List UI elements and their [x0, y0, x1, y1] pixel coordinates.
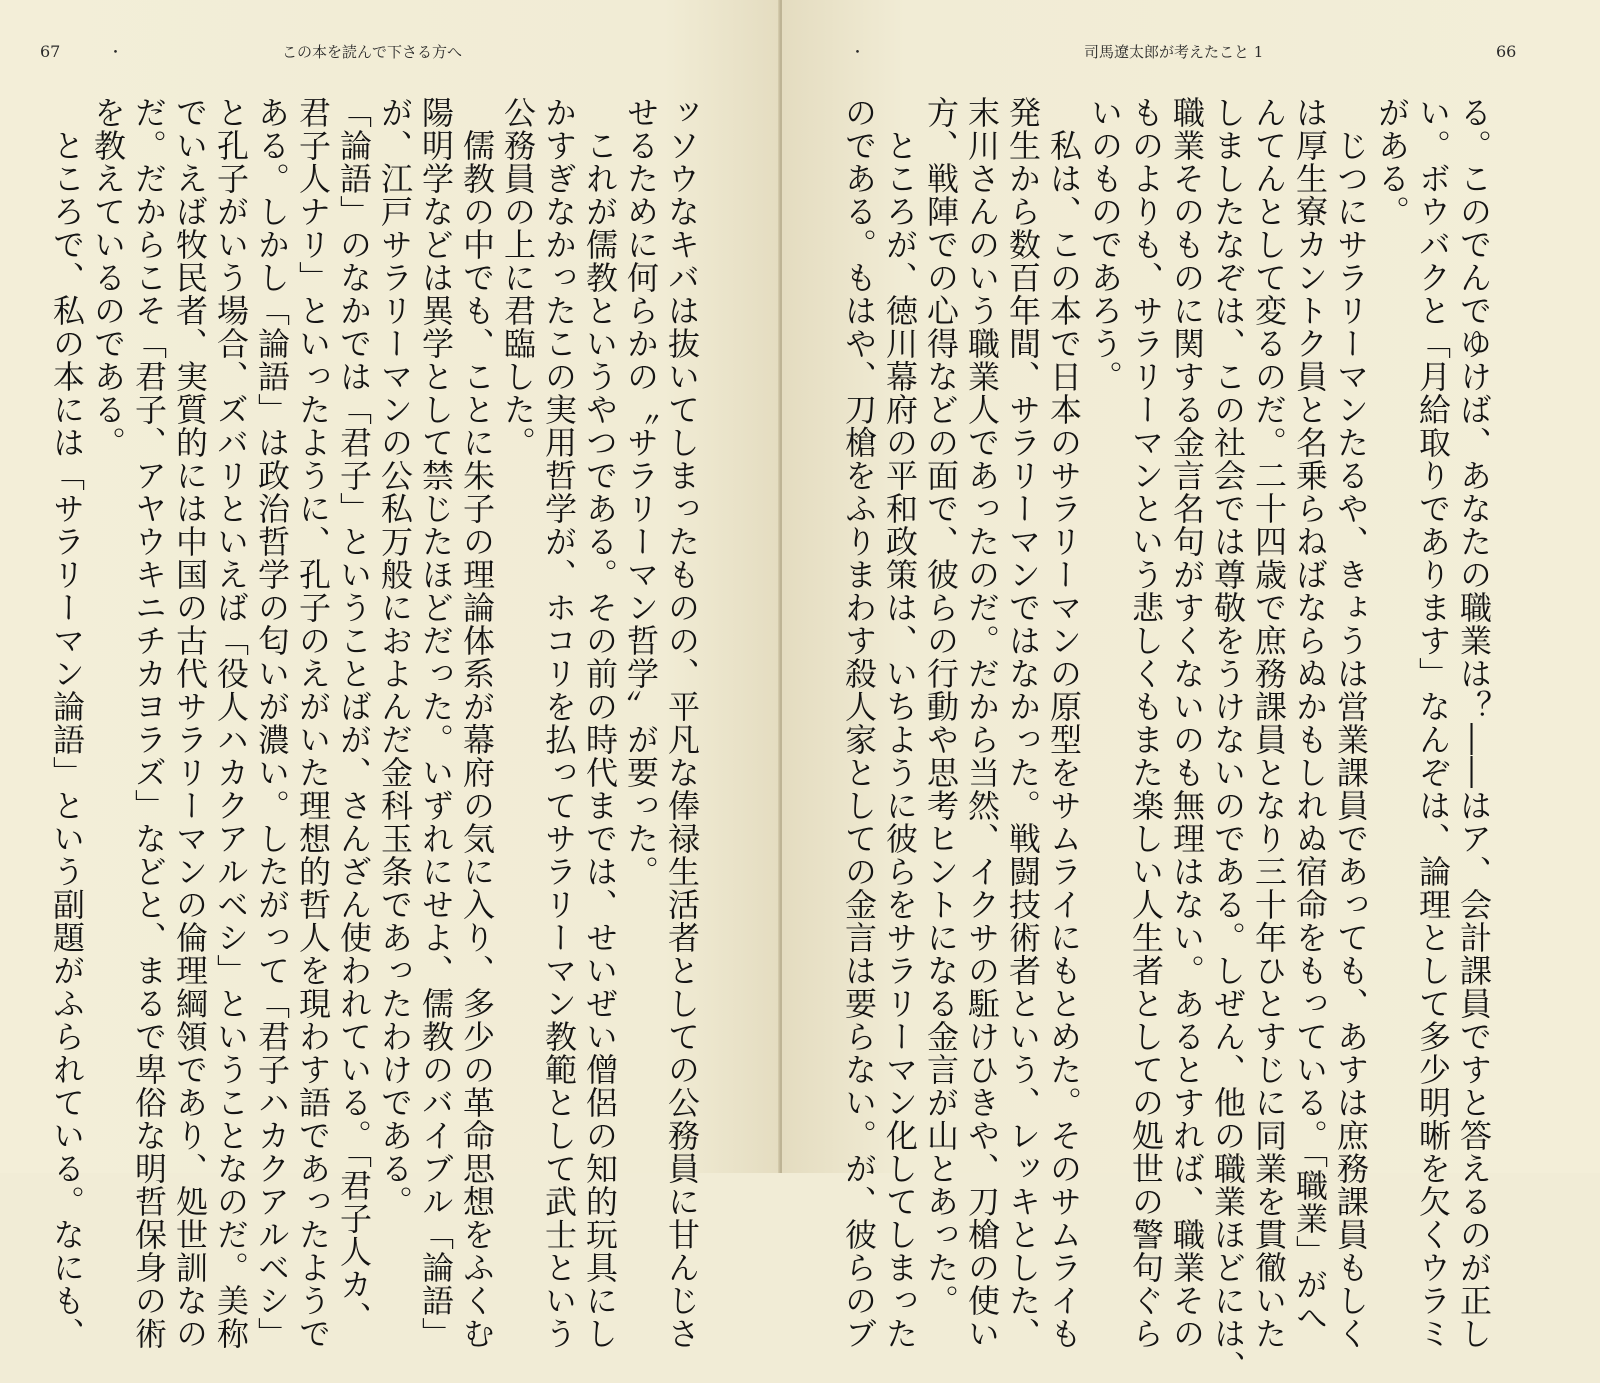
text-line: 私は、この本で日本のサラリーマンの原型をサムライにもとめた。そのサムライも: [1045, 96, 1083, 1350]
text-line: ものよりも、サラリーマンという悲しくもまた楽しい人生者としての処世の警句ぐら: [1127, 96, 1165, 1350]
text-line: を教えているのである。: [89, 96, 127, 459]
text-line: これが儒教というやつである。その前の時代までは、せいぜい僧侶の知的玩具にし: [581, 96, 619, 1350]
text-line: ッソウなキバは抜いてしまったものの、平凡な俸禄生活者としての公務員に甘んじさ: [663, 96, 701, 1350]
text-line: ところが、徳川幕府の平和政策は、いちように彼らをサラリーマン化してしまった: [881, 96, 919, 1350]
text-line: と孔子がいう場合、ズバリといえば「役人ハカクアルベシ」ということなのだ。美称: [212, 96, 250, 1350]
text-line: しましたなぞは、この社会では尊敬をうけないのである。しぜん、他の職業ほどには、: [1209, 96, 1247, 1383]
header-marker-left: ・: [108, 43, 124, 61]
left-page-body: [48, 96, 702, 1350]
text-line: が、江戸サラリーマンの公私万般におよんだ金科玉条であったわけである。: [376, 96, 414, 1218]
text-line: い。ボウバクと「月給取りであります」なんぞは、論理として多少明晰を欠くウラミ: [1414, 96, 1452, 1350]
text-line: は厚生寮カントク員と名乗らねばならぬかもしれぬ宿命をもっている。「職業」がへ: [1291, 96, 1329, 1334]
text-line: 職業そのものに関する金言名句がすくないのも無理はない。あるとすれば、職業その: [1168, 96, 1206, 1350]
text-line: 公務員の上に君臨した。: [499, 96, 537, 459]
running-head-left: この本を読んで下さる方へ: [282, 43, 463, 61]
text-line: る。このでんでゆけば、あなたの職業は？――はア、会計課員ですと答えるのが正し: [1455, 96, 1493, 1350]
text-line: がある。: [1373, 96, 1411, 228]
running-head-right: 司馬遼太郎が考えたこと 1: [1084, 43, 1264, 61]
header-marker-right: ・: [850, 43, 866, 61]
text-line: 儒教の中でも、ことに朱子の理論体系が幕府の気に入り、多少の革命思想をふくむ: [458, 96, 496, 1350]
page-number-left: 67: [40, 42, 61, 61]
text-line: 「論語」のなかでは「君子」ということばが、さんざん使われている。「君子人カ、: [335, 96, 373, 1334]
text-line: せるために何らかの〝サラリーマン哲学〟が要った。: [622, 96, 660, 888]
text-line: 君子人ナリ」といったように、孔子のえがいた理想的哲人を現わす語であったようで: [294, 96, 332, 1350]
text-line: だ。だからこそ「君子、アヤウキニチカヨラズ」などと、まるで卑俗な明哲保身の術: [130, 96, 168, 1350]
text-line: 発生から数百年間、サラリーマンではなかった。戦闘技術者という、レッキとした、: [1004, 96, 1042, 1350]
right-page-body: [834, 96, 1494, 1383]
text-line: じつにサラリーマンたるや、きょうは営業課員であっても、あすは庶務課員もしく: [1332, 96, 1370, 1350]
text-line: んてんとして変るのだ。二十四歳で庶務課員となり三十年ひとすじに同業を貫徹いた: [1250, 96, 1288, 1350]
text-line: 方、戦陣での心得などの面で、彼らの行動や思考ヒントになる金言が山とあった。: [922, 96, 960, 1317]
text-line: ある。しかし「論語」は政治哲学の匂いが濃い。したがって「君子ハカクアルベシ」: [253, 96, 291, 1350]
text-line: 末川さんのいう職業人であったのだ。だから当然、イクサの駈けひきや、刀槍の使い: [963, 96, 1001, 1350]
text-line: ところで、私の本には「サラリーマン論語」という副題がふられている。なにも、: [48, 96, 86, 1350]
text-line: いのものであろう。: [1086, 96, 1124, 393]
right-page: [782, 0, 1600, 1383]
text-line: でいえば牧民者、実質的には中国の古代サラリーマンの倫理綱領であり、処世訓なの: [171, 96, 209, 1350]
page-number-right: 66: [1496, 42, 1517, 61]
left-page: [0, 0, 782, 1350]
text-line: かすぎなかったこの実用哲学が、ホコリを払ってサラリーマン教範として武士という: [540, 96, 578, 1350]
text-line: のである。もはや、刀槍をふりまわす殺人家としての金言は要らない。が、彼らのブ: [840, 96, 878, 1350]
text-line: 陽明学などは異学として禁じたほどだった。いずれにせよ、儒教のバイブル「論語」: [417, 96, 455, 1350]
